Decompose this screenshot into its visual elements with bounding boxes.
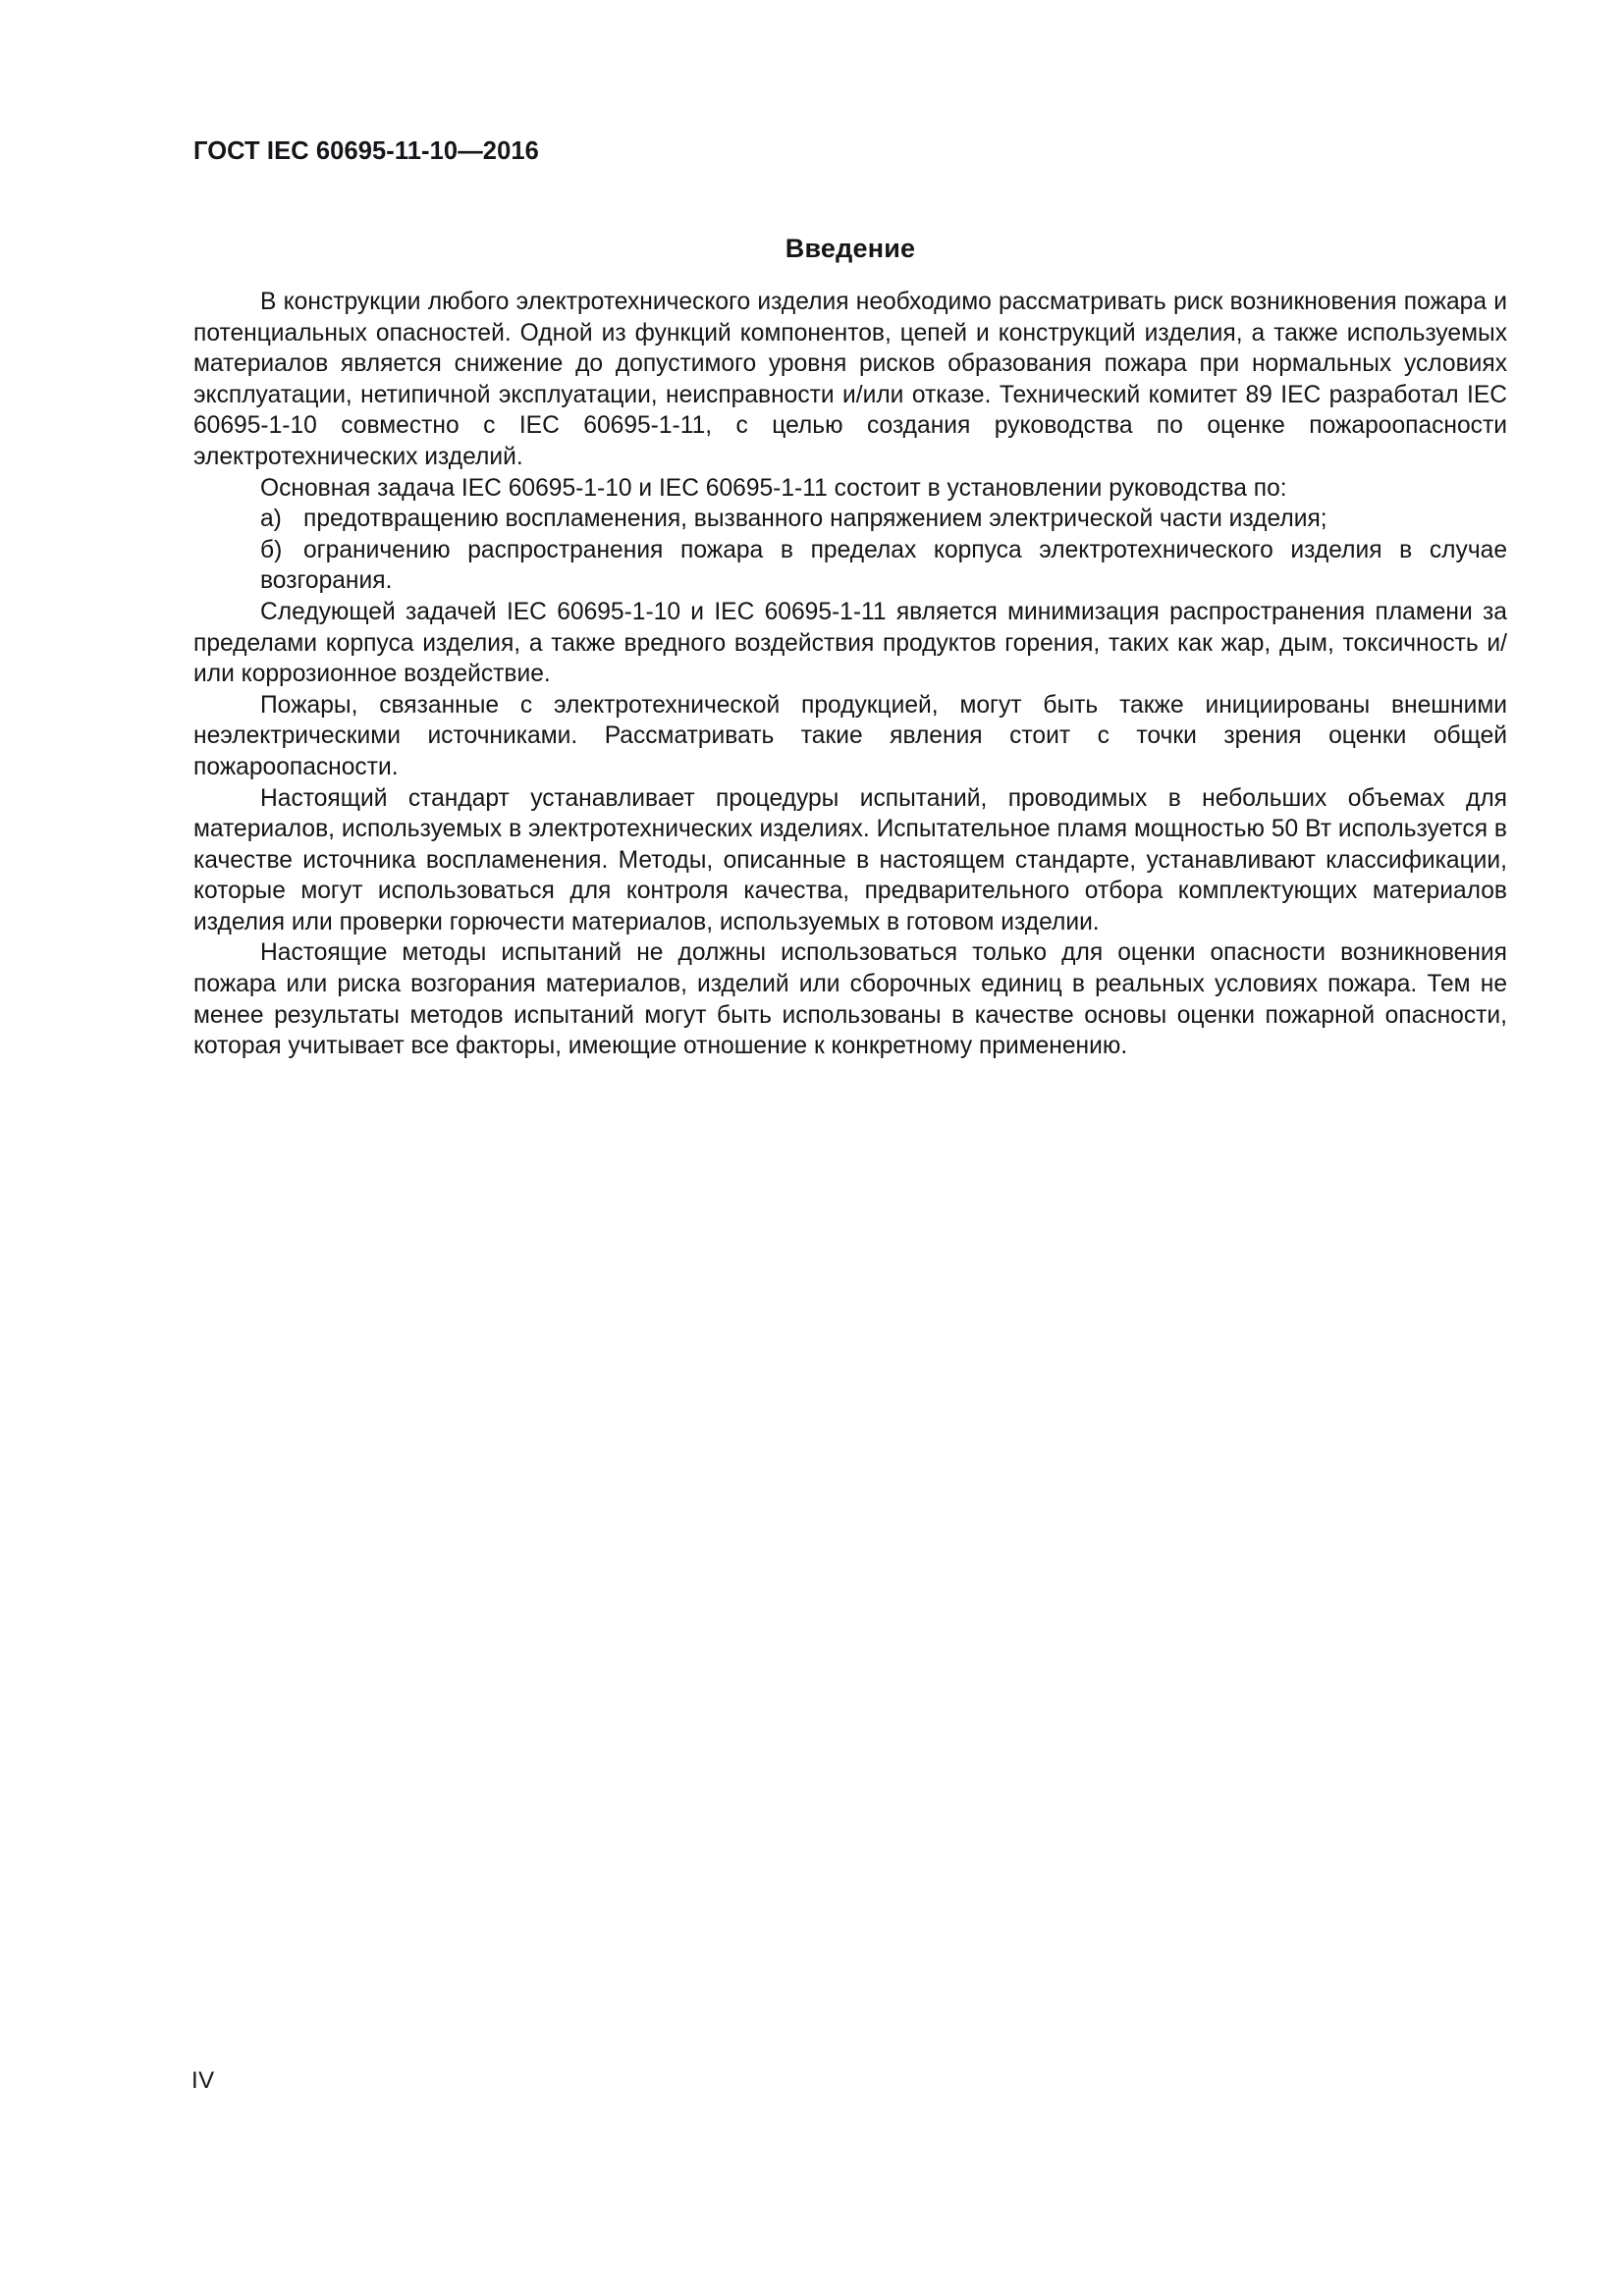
paragraph-2-lead: Основная задача IEC 60695-1-10 и IEC 60695-1-11 состоит в установлении руководства по: bbox=[260, 474, 1287, 502]
paragraph-1: В конструкции любого электротехнического изделия необходимо рассматривать риск возникновения пожара и потенциальных опасностей. Одной из функций компонентов, цепей и конструкций изделия, а также используемых материалов является снижение до допустимого уровня рисков образования пожара при нормальных условиях эксплуатации, нетипичной эксплуатации, неисправности и/или отказе. Технический комитет 89 IEC разработал IEC 60695-1-10 совместно с IEC 60695-1-11, с целью создания руководства по оценке пожароопасности электротехнических изделий. bbox=[193, 289, 1507, 470]
list-item-text-b: ограничению распространения пожара в пределах корпуса электротехнического изделия в случае возгорания. bbox=[260, 536, 1507, 595]
paragraph-5: Настоящий стандарт устанавливает процедуры испытаний, проводимых в небольших объемах для материалов, используемых в электротехнических изделиях. Испытательное пламя мощностью 50 Вт используется в качестве источника воспламенения. Методы, описанные в настоящем стандарте, устанавливают классификации, которые могут использоваться для контроля качества, предварительного отбора комплектующих материалов изделия или проверки горючести материалов, используемых в готовом изделии. bbox=[193, 784, 1507, 935]
paragraph-6: Настоящие методы испытаний не должны использоваться только для оценки опасности возникновения пожара или риска возгорания материалов, изделий или сборочных единиц в реальных условиях пожара. Тем не менее результаты методов испытаний могут быть использованы в качестве основы оценки пожарной опасности, которая учитывает все факторы, имеющие отношение к конкретному применению. bbox=[193, 939, 1507, 1060]
list-item-marker-a: а) bbox=[260, 506, 282, 533]
paragraph-4: Пожары, связанные с электротехнической продукцией, могут быть также инициированы внешними неэлектрическими источниками. Рассматривать такие явления стоит с точки зрения оценки общей пожароопасности. bbox=[193, 691, 1507, 780]
page-title: Введение bbox=[785, 234, 916, 264]
paragraph-3: Следующей задачей IEC 60695-1-10 и IEC 60695-1-11 является минимизация распространения пламени за пределами корпуса изделия, а также вредного воздействия продуктов горения, таких как жар, дым, токсичность и/или коррозионное воздействие. bbox=[193, 598, 1507, 688]
list-item bbox=[193, 535, 1507, 597]
list-item-text-a: предотвращению воспламенения, вызванного напряжением электрической части изделия; bbox=[303, 506, 1327, 533]
page-number: IV bbox=[191, 2067, 215, 2094]
introduction-body bbox=[193, 287, 1507, 1062]
running-header-standard-number: ГОСТ IEC 60695-11-10—2016 bbox=[193, 137, 539, 165]
list-item-marker-b: б) bbox=[260, 536, 283, 563]
list-item bbox=[193, 504, 1507, 535]
